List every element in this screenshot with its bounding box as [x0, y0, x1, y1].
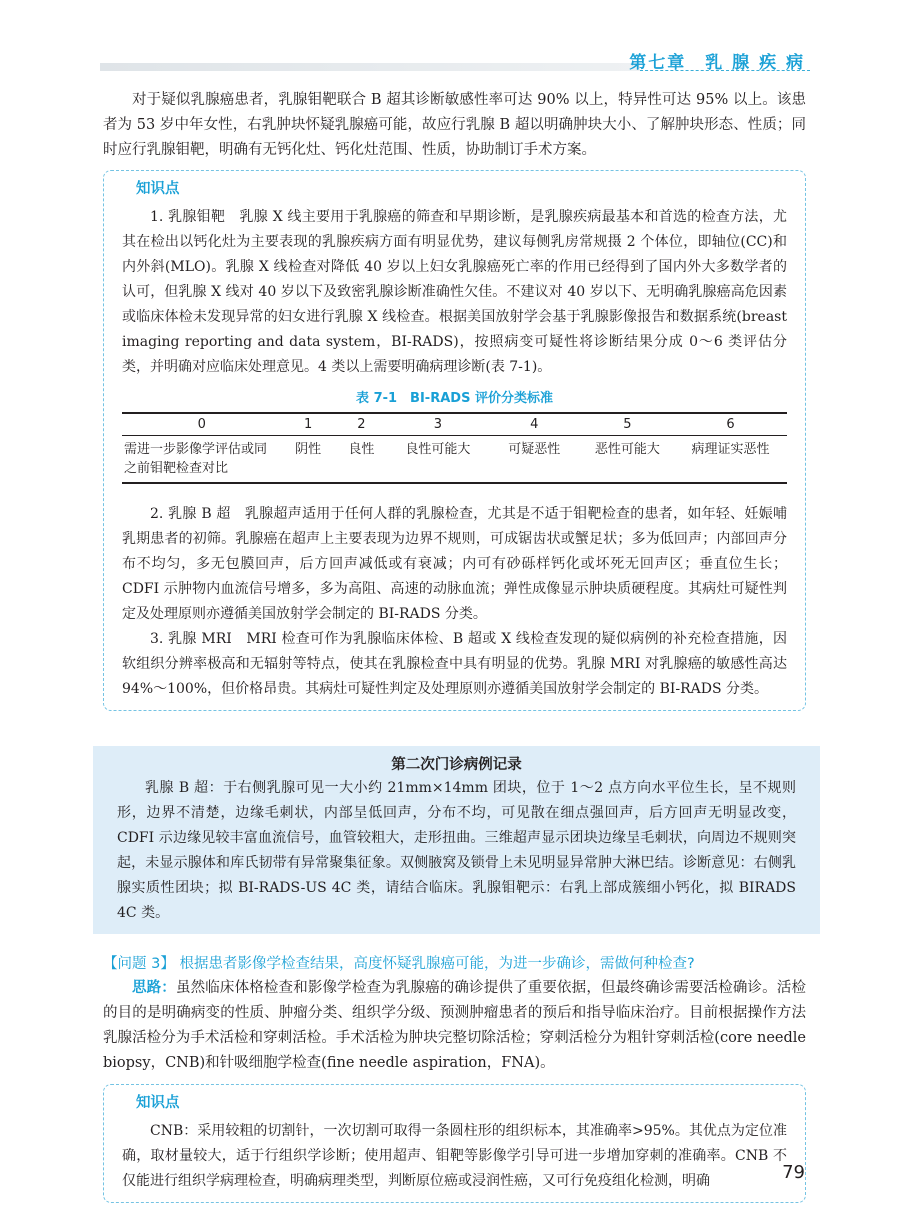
- table-header-cell: 4: [488, 413, 581, 436]
- table-header-row: [122, 413, 787, 436]
- table-header-cell: 6: [674, 413, 787, 436]
- table-cell: 需进一步影像学评估或同之前钼靶检查对比: [122, 436, 282, 484]
- knowledge-mri-paragraph: 3. 乳腺 MRI MRI 检查可作为乳腺临床体检、B 超或 X 线检查发现的疑似病例的补充检查措施，因软组织分辨率极高和无辐射等特点，使其在乳腺检查中具有明显的优势。乳腺 MRI 对乳腺癌的敏感性高达 94%～100%，但价格昂贵。其病灶可疑性判定及处理原则亦遵循美国放射学会制定的 BI-RADS 分类。: [122, 631, 787, 697]
- knowledge-mammography-paragraph: 1. 乳腺钼靶 乳腺 X 线主要用于乳腺癌的筛查和早期诊断，是乳腺疾病最基本和首选的检查方法，尤其在检出以钙化灶为主要表现的乳腺疾病方面有明显优势，建议每侧乳房常规摄 2 个体位，即轴位(CC)和内外斜(MLO)。乳腺 X 线检查对降低 40 岁以上妇女乳腺癌死亡率的作用已经得到了国内外大多数学者的认可，但乳腺 X 线对 40 岁以下及致密乳腺诊断准确性欠佳。不建议对 40 岁以下、无明确乳腺癌高危因素或临床体检未发现异常的妇女进行乳腺 X 线检查。根据美国放射学会基于乳腺影像报告和数据系统(breast imaging reporting and data system，BI-RADS)，按照病变可疑性将诊断结果分成 0～6 类评估分类，并明确对应临床处理意见。4 类以上需要明确病理诊断(表 7-1)。: [122, 209, 787, 375]
- table-cell: 良性: [335, 436, 388, 484]
- knowledge-box-2: [103, 1084, 806, 1203]
- intro-paragraph: 对于疑似乳腺癌患者，乳腺钼靶联合 B 超其诊断敏感性率可达 90% 以上，特异性可达 95% 以上。该患者为 53 岁中年女性，右乳肿块怀疑乳腺癌可能，故应行乳腺 B 超以明确肿块大小、了解肿块形态、性质；同时应行乳腺钼靶，明确有无钙化灶、钙化灶范围、性质，协助制订手术方案。: [103, 92, 806, 158]
- table-caption: 表 7-1 BI-RADS 评价分类标准: [356, 391, 553, 406]
- knowledge-title: 知识点: [136, 1095, 180, 1111]
- knowledge-title: 知识点: [136, 181, 180, 197]
- table-cell: 阴性: [282, 436, 335, 484]
- table-cell: 病理证实恶性: [674, 436, 787, 484]
- table-header-cell: 1: [282, 413, 335, 436]
- table-cell: 恶性可能大: [581, 436, 674, 484]
- page-number: 79: [782, 1162, 805, 1183]
- second-visit-record: [93, 746, 820, 934]
- table-cell: 可疑恶性: [488, 436, 581, 484]
- thinking-label: 思路：: [132, 980, 176, 996]
- question-label: 【问题 3】: [103, 956, 175, 972]
- table-row: [122, 436, 787, 484]
- page-body: [103, 88, 806, 1203]
- knowledge-ultrasound-paragraph: 2. 乳腺 B 超 乳腺超声适用于任何人群的乳腺检查，尤其是不适于钼靶检查的患者，如年轻、妊娠哺乳期患者的初筛。乳腺癌在超声上主要表现为边界不规则，可成锯齿状或蟹足状；多为低回声；内部回声分布不均匀，多无包膜回声，后方回声减低或有衰减；内可有砂砾样钙化或坏死无回声区；垂直位生长；CDFI 示肿物内血流信号增多，多为高阻、高速的动脉血流；弹性成像显示肿块质硬程度。其病灶可疑性判定及处理原则亦遵循美国放射学会制定的 BI-RADS 分类。: [122, 506, 787, 622]
- table-header-cell: 5: [581, 413, 674, 436]
- header-rule-bar: [100, 63, 640, 71]
- birads-table: [122, 412, 787, 484]
- table-header-cell: 2: [335, 413, 388, 436]
- table-cell: 良性可能大: [388, 436, 488, 484]
- table-header-cell: 3: [388, 413, 488, 436]
- chapter-title: 第七章 乳 腺 疾 病: [629, 53, 805, 73]
- thinking-paragraph: [103, 976, 806, 1076]
- running-header: [0, 48, 900, 78]
- knowledge-box-1: [103, 170, 806, 711]
- thinking-text: 虽然临床体格检查和影像学检查为乳腺癌的确诊提供了重要依据，但最终确诊需要活检确诊。活检的目的是明确病变的性质、肿瘤分类、组织学分级、预测肿瘤患者的预后和指导临床治疗。目前根据操作方法乳腺活检分为手术活检和穿刺活检。手术活检为肿块完整切除活检；穿刺活检分为粗针穿刺活检(core needle biopsy，CNB)和针吸细胞学检查(fine needle aspiration，FNA)。: [103, 980, 806, 1071]
- record-title: 第二次门诊病例记录: [391, 757, 522, 773]
- knowledge-cnb-paragraph: CNB：采用较粗的切割针，一次切割可取得一条圆柱形的组织标本，其准确率>95%。其优点为定位准确，取材量较大，适于行组织学诊断；使用超声、钼靶等影像学引导可进一步增加穿刺的准确率。CNB 不仅能进行组织学病理检查，明确病理类型，判断原位癌或浸润性癌，又可行免疫组化检测，明确: [122, 1123, 787, 1189]
- record-text: 乳腺 B 超：于右侧乳腺可见一大小约 21mm×14mm 团块，位于 1～2 点方向水平位生长，呈不规则形，边界不清楚，边缘毛刺状，内部呈低回声，分布不均，可见散在细点强回声，后方回声无明显改变，CDFI 示边缘见较丰富血流信号，血管较粗大，走形扭曲。三维超声显示团块边缘呈毛刺状，向周边不规则突起，未显示腺体和库氏韧带有异常聚集征象。双侧腋窝及锁骨上未见明显异常肿大淋巴结。诊断意见：右侧乳腺实质性团块；拟 BI-RADS-US 4C 类，请结合临床。乳腺钼靶示：右乳上部成簇细小钙化，拟 BIRADS 4C 类。: [117, 780, 796, 921]
- question-text: 根据患者影像学检查结果，高度怀疑乳腺癌可能，为进一步确诊，需做何种检查?: [179, 956, 695, 972]
- table-header-cell: 0: [122, 413, 282, 436]
- question-3: [103, 952, 806, 976]
